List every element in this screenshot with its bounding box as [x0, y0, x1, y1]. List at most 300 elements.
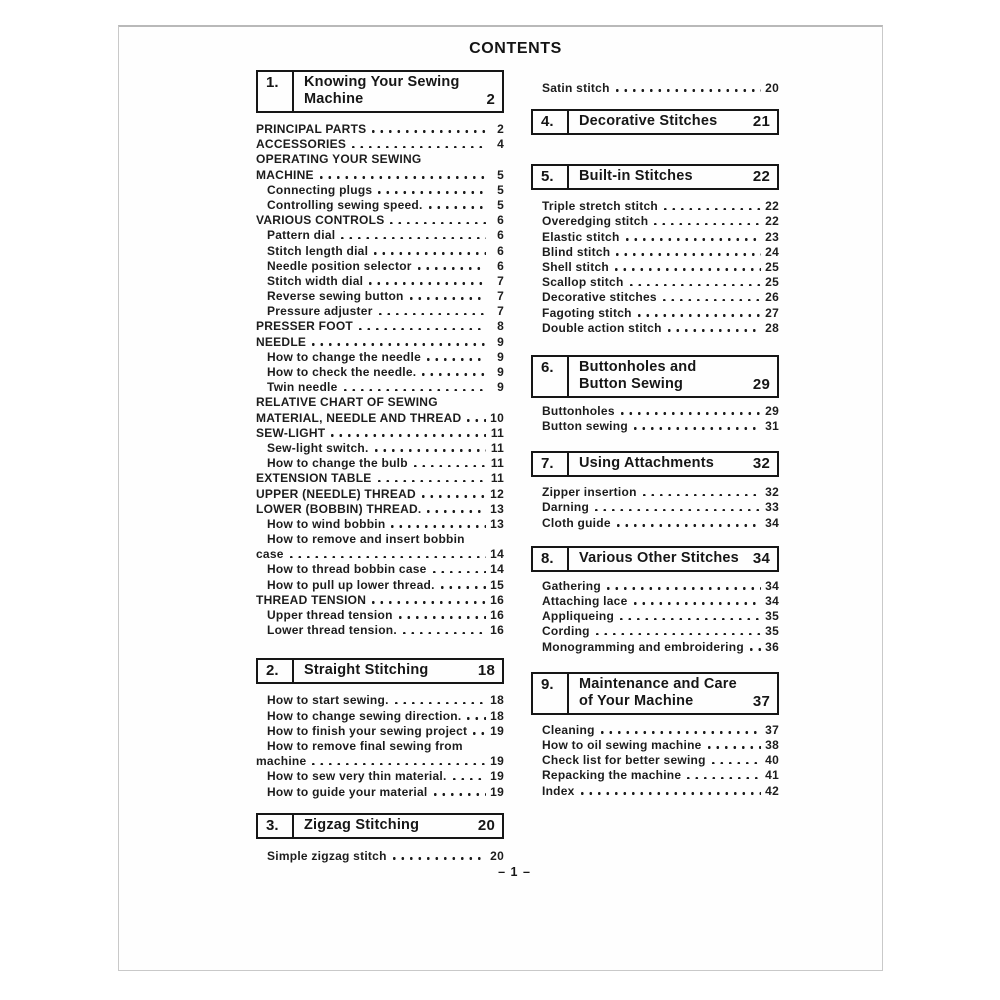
dot-leader — [414, 465, 486, 468]
dot-leader — [712, 762, 761, 765]
toc-entry-page: 7 — [497, 289, 504, 304]
dot-leader — [750, 648, 761, 651]
toc-entry — [531, 245, 779, 260]
toc-entry-label: Elastic stitch — [542, 229, 620, 244]
toc-entry — [256, 183, 504, 198]
toc-entry-page: 23 — [765, 229, 779, 244]
section-number: 8. — [533, 548, 569, 570]
toc-entry — [256, 319, 504, 334]
toc-entry-label: Darning — [542, 500, 590, 515]
dot-leader — [654, 223, 761, 226]
toc-entry — [531, 609, 779, 624]
toc-entry-page: 13 — [490, 501, 504, 516]
dot-leader — [626, 238, 761, 241]
section-title-line: Button Sewing — [579, 375, 684, 392]
toc-entry-page: 18 — [490, 693, 504, 708]
toc-entry-label: Satin stitch — [542, 81, 610, 95]
toc-entry — [256, 365, 504, 380]
section-box-body — [569, 166, 777, 188]
toc-entry — [531, 230, 779, 245]
toc-entry-label: THREAD TENSION — [256, 592, 367, 607]
toc-entry-label: Stitch length dial — [267, 243, 369, 258]
section-number: 6. — [533, 357, 569, 396]
toc-entry-label: How to remove final sewing from — [267, 738, 463, 753]
toc-entry — [531, 579, 779, 594]
page-number-footer: – 1 – — [498, 865, 531, 879]
toc-entry-label: Blind stitch — [542, 244, 611, 259]
dot-leader — [312, 763, 486, 766]
toc-entry-page: 25 — [765, 259, 779, 274]
toc-entry-label: NEEDLE — [256, 334, 307, 349]
dot-leader — [601, 731, 761, 734]
toc-entry-page: 5 — [497, 182, 504, 197]
toc-entry-page: 9 — [497, 380, 504, 395]
toc-entry-label: How to change the bulb — [267, 456, 408, 471]
toc-entry — [256, 608, 504, 623]
dot-leader — [391, 525, 486, 528]
toc-entry-list — [531, 199, 779, 336]
toc-entry-label: Scallop stitch — [542, 275, 624, 290]
toc-entry-page: 5 — [497, 167, 504, 182]
toc-entry-page: 14 — [490, 562, 504, 577]
section-box-body — [569, 357, 777, 396]
toc-entry — [531, 594, 779, 609]
section-page: 18 — [477, 662, 495, 680]
toc-entry-label: Controlling sewing speed. — [267, 197, 423, 212]
section-number: 9. — [533, 674, 569, 713]
toc-entry — [531, 290, 779, 305]
page-title: CONTENTS — [469, 40, 562, 57]
toc-entry-page: 34 — [765, 578, 779, 593]
toc-entry — [256, 769, 504, 784]
dot-leader — [615, 268, 761, 271]
toc-entry-label: Repacking the machine — [542, 768, 682, 783]
toc-entry-label: Upper thread tension — [267, 608, 393, 622]
toc-entry-page: 35 — [765, 609, 779, 624]
toc-entry-label: Appliqueing — [542, 609, 615, 624]
toc-entry-label: RELATIVE CHART OF SEWING — [256, 395, 438, 410]
toc-section-box — [256, 813, 504, 839]
toc-entry-label: How to pull up lower thread. — [267, 577, 435, 592]
toc-entry — [256, 411, 504, 426]
section-number: 5. — [533, 166, 569, 188]
toc-entry-label: Cording — [542, 624, 590, 639]
dot-leader — [379, 313, 486, 316]
dot-leader — [467, 717, 486, 720]
toc-entry-page: 8 — [497, 319, 504, 334]
toc-left-column — [256, 70, 504, 864]
toc-entry-label: How to change sewing direction. — [267, 708, 462, 723]
section-title — [579, 550, 739, 567]
toc-entry — [256, 198, 504, 213]
toc-entry-label: Connecting plugs — [267, 182, 373, 197]
toc-entry-label: OPERATING YOUR SEWING — [256, 152, 422, 167]
dot-leader — [372, 130, 486, 133]
toc-entry-label: case — [256, 547, 284, 562]
toc-entry-page: 41 — [765, 768, 779, 783]
scanned-manual-page — [118, 25, 883, 971]
section-title-line: Maintenance and Care — [579, 675, 737, 692]
toc-entry — [531, 419, 779, 434]
toc-entry-label: Button sewing — [542, 419, 628, 434]
section-box-body — [569, 111, 777, 133]
section-number: 7. — [533, 453, 569, 475]
toc-entry — [256, 274, 504, 289]
dot-leader — [378, 191, 486, 194]
section-title-line: Knowing Your Sewing — [304, 74, 460, 90]
toc-entry — [256, 335, 504, 350]
toc-entry-page: 28 — [765, 320, 779, 335]
toc-entry-label: Overedging stitch — [542, 214, 649, 229]
toc-entry — [256, 578, 504, 593]
toc-entry-page: 16 — [490, 623, 504, 638]
toc-entry-label: Sew-light switch. — [267, 440, 369, 455]
toc-entry-page: 9 — [497, 365, 504, 379]
section-page: 2 — [486, 91, 495, 108]
toc-section-box — [256, 70, 504, 113]
toc-entry-label: EXTENSION TABLE — [256, 471, 372, 486]
toc-entry — [256, 441, 504, 456]
toc-entry-page: 34 — [765, 515, 779, 530]
toc-section-box — [531, 451, 779, 477]
section-number: 4. — [533, 111, 569, 133]
toc-entry — [531, 500, 779, 515]
toc-entry-label: Twin needle — [267, 380, 338, 395]
section-title-line: Built-in Stitches — [579, 168, 693, 185]
dot-leader — [320, 176, 486, 179]
dot-leader — [427, 510, 486, 513]
toc-entry — [256, 562, 504, 577]
toc-entry-label: machine — [256, 754, 307, 769]
dot-leader — [473, 732, 486, 735]
toc-entry-page: 9 — [497, 334, 504, 349]
dot-leader — [403, 632, 486, 635]
toc-entry — [256, 739, 504, 754]
toc-entry-page: 18 — [490, 708, 504, 723]
toc-entry — [256, 502, 504, 517]
toc-entry-label: VARIOUS CONTROLS — [256, 213, 385, 228]
dot-leader — [620, 618, 761, 621]
dot-leader — [434, 793, 486, 796]
dot-leader — [372, 601, 486, 604]
toc-entry-label: Pressure adjuster — [267, 304, 373, 319]
dot-leader — [441, 586, 486, 589]
dot-leader — [630, 284, 761, 287]
toc-entry — [256, 532, 504, 547]
toc-entry-page: 32 — [765, 485, 779, 500]
dot-leader — [344, 389, 486, 392]
toc-entry-list — [531, 81, 779, 96]
toc-entry — [256, 487, 504, 502]
toc-section-box — [531, 109, 779, 135]
dot-leader — [341, 237, 486, 240]
toc-entry-page: 6 — [497, 228, 504, 243]
dot-leader — [399, 616, 486, 619]
toc-entry-label: How to finish your sewing project — [267, 723, 468, 738]
toc-entry — [256, 517, 504, 532]
toc-entry-page: 40 — [765, 753, 779, 768]
section-page: 34 — [752, 549, 770, 567]
toc-entry-label: How to oil sewing machine — [542, 737, 702, 752]
toc-entry — [256, 849, 504, 864]
section-page: 20 — [477, 816, 495, 834]
toc-entry-page: 20 — [490, 848, 504, 863]
toc-entry — [256, 228, 504, 243]
dot-leader — [331, 434, 486, 437]
toc-section-box — [256, 658, 504, 684]
dot-leader — [453, 778, 486, 781]
toc-entry — [256, 754, 504, 769]
section-page: 29 — [752, 375, 770, 393]
toc-entry-label: PRESSER FOOT — [256, 319, 354, 334]
dot-leader — [352, 146, 486, 149]
toc-entry — [531, 640, 779, 655]
toc-entry — [256, 395, 504, 410]
section-box-body — [294, 72, 502, 111]
toc-entry-page: 37 — [765, 722, 779, 737]
dot-leader — [418, 267, 486, 270]
toc-entry-page: 6 — [497, 213, 504, 228]
toc-entry-list — [531, 579, 779, 655]
toc-entry-label: Double action stitch — [542, 320, 662, 335]
toc-entry — [256, 122, 504, 137]
section-title — [579, 113, 717, 130]
toc-entry-label: Check list for better sewing — [542, 753, 706, 768]
toc-entry-page: 11 — [490, 425, 504, 440]
dot-leader — [664, 208, 761, 211]
toc-entry-page: 24 — [765, 244, 779, 259]
dot-leader — [708, 746, 761, 749]
section-number: 3. — [258, 815, 294, 837]
dot-leader — [393, 857, 486, 860]
toc-entry-label: Cloth guide — [542, 515, 611, 530]
toc-section-box — [531, 164, 779, 190]
toc-entry-page: 22 — [765, 199, 779, 214]
toc-entry-page: 10 — [490, 410, 504, 425]
toc-entry — [531, 214, 779, 229]
toc-entry-page: 33 — [765, 500, 779, 515]
toc-entry-page: 16 — [490, 608, 504, 622]
section-page: 21 — [752, 113, 770, 131]
section-page: 22 — [752, 168, 770, 186]
dot-leader — [616, 89, 761, 92]
toc-entry-page: 27 — [765, 305, 779, 320]
dot-leader — [668, 329, 761, 332]
section-box-body — [569, 674, 777, 713]
toc-entry — [256, 456, 504, 471]
toc-entry-list — [256, 693, 504, 799]
toc-entry-page: 20 — [765, 81, 779, 95]
toc-entry-label: Reverse sewing button — [267, 289, 404, 304]
dot-leader — [634, 602, 761, 605]
toc-entry-label: Decorative stitches — [542, 290, 657, 305]
section-title — [579, 676, 737, 710]
toc-entry-label: Fagoting stitch — [542, 305, 632, 320]
toc-entry-page: 34 — [765, 594, 779, 608]
toc-entry — [531, 624, 779, 639]
toc-entry-page: 13 — [490, 516, 504, 531]
section-title-line: Zigzag Stitching — [304, 816, 420, 833]
section-title-line: Machine — [304, 91, 364, 107]
toc-entry — [256, 693, 504, 708]
toc-entry-label: ACCESSORIES — [256, 137, 347, 152]
toc-entry-page: 31 — [765, 419, 779, 434]
toc-entry-page: 7 — [497, 304, 504, 319]
dot-leader — [429, 206, 486, 209]
section-title-line: Straight Stitching — [304, 662, 429, 679]
toc-entry-label: How to start sewing. — [267, 693, 389, 708]
toc-section-box — [531, 355, 779, 398]
toc-entry-list — [256, 122, 504, 638]
section-title — [579, 359, 696, 393]
dot-leader — [369, 282, 486, 285]
dot-leader — [596, 633, 761, 636]
toc-entry-page: 9 — [497, 349, 504, 364]
toc-entry — [531, 738, 779, 753]
toc-entry-label: UPPER (NEEDLE) THREAD — [256, 486, 416, 501]
toc-entry — [531, 275, 779, 290]
toc-entry-label: How to thread bobbin case — [267, 562, 427, 577]
toc-entry-page: 2 — [497, 122, 504, 136]
toc-entry-label: Cleaning — [542, 722, 595, 737]
section-page: 37 — [752, 692, 770, 710]
dot-leader — [290, 556, 486, 559]
toc-entry-label: Attaching lace — [542, 594, 628, 608]
section-title-line: Using Attachments — [579, 455, 714, 472]
dot-leader — [374, 252, 486, 255]
toc-entry-label: How to sew very thin material. — [267, 769, 447, 784]
toc-entry — [256, 289, 504, 304]
toc-entry-label: MATERIAL, NEEDLE AND THREAD — [256, 410, 462, 425]
toc-entry-page: 19 — [490, 754, 504, 769]
dot-leader — [359, 328, 486, 331]
dot-leader — [638, 314, 761, 317]
toc-entry-label: Stitch width dial — [267, 273, 364, 288]
toc-entry-label: Index — [542, 783, 575, 798]
dot-leader — [634, 427, 761, 430]
toc-entry — [531, 260, 779, 275]
section-title — [579, 455, 714, 472]
toc-entry — [256, 168, 504, 183]
toc-entry-label: Needle position selector — [267, 258, 412, 273]
dot-leader — [312, 343, 486, 346]
dot-leader — [375, 449, 486, 452]
dot-leader — [621, 412, 761, 415]
toc-entry-page: 5 — [497, 197, 504, 212]
section-number: 1. — [258, 72, 294, 111]
toc-entry — [256, 426, 504, 441]
toc-entry — [256, 471, 504, 486]
section-title-line: Various Other Stitches — [579, 549, 739, 566]
toc-entry — [256, 259, 504, 274]
toc-entry-label: How to wind bobbin — [267, 516, 386, 531]
toc-right-column — [531, 81, 779, 799]
toc-entry-label: LOWER (BOBBIN) THREAD. — [256, 501, 422, 516]
toc-entry-page: 19 — [490, 784, 504, 799]
dot-leader — [410, 297, 486, 300]
toc-entry-page: 42 — [765, 783, 779, 798]
section-number: 2. — [258, 660, 294, 682]
toc-entry — [531, 516, 779, 531]
dot-leader — [422, 373, 486, 376]
toc-entry — [256, 350, 504, 365]
toc-entry — [256, 709, 504, 724]
section-title — [304, 662, 428, 679]
toc-entry-page: 38 — [765, 737, 779, 752]
section-title — [304, 817, 419, 834]
toc-entry-page: 11 — [490, 471, 504, 486]
toc-entry-page: 26 — [765, 290, 779, 305]
toc-entry-page: 11 — [490, 440, 504, 455]
section-box-body — [294, 815, 502, 837]
dot-leader — [378, 480, 486, 483]
dot-leader — [467, 419, 486, 422]
dot-leader — [433, 571, 486, 574]
toc-entry — [256, 593, 504, 608]
toc-section-box — [531, 546, 779, 572]
dot-leader — [607, 587, 761, 590]
toc-entry-page: 12 — [490, 486, 504, 501]
toc-entry-page: 25 — [765, 275, 779, 290]
section-box-body — [569, 548, 777, 570]
toc-entry-page: 14 — [490, 547, 504, 562]
toc-entry-label: How to check the needle. — [267, 365, 417, 379]
toc-entry — [256, 152, 504, 167]
toc-entry-page: 16 — [490, 592, 504, 607]
toc-entry — [256, 623, 504, 638]
toc-entry-list — [531, 723, 779, 799]
toc-entry-page: 6 — [497, 243, 504, 258]
section-title-line: Decorative Stitches — [579, 113, 718, 130]
toc-entry — [531, 485, 779, 500]
toc-entry — [256, 380, 504, 395]
toc-entry-page: 11 — [490, 456, 504, 471]
section-title — [579, 168, 693, 185]
dot-leader — [617, 524, 761, 527]
toc-entry-page: 4 — [497, 137, 504, 152]
toc-entry — [531, 723, 779, 738]
toc-entry — [531, 753, 779, 768]
toc-entry-label: SEW-LIGHT — [256, 425, 326, 440]
toc-entry-label: Simple zigzag stitch — [267, 848, 387, 863]
toc-entry — [531, 404, 779, 419]
toc-entry-label: Monogramming and embroidering — [542, 639, 744, 654]
dot-leader — [427, 358, 486, 361]
dot-leader — [616, 253, 761, 256]
toc-section-box — [531, 672, 779, 715]
toc-entry — [256, 547, 504, 562]
toc-entry-label: Triple stretch stitch — [542, 199, 658, 214]
toc-entry-list — [531, 404, 779, 434]
toc-entry-label: Pattern dial — [267, 228, 336, 243]
section-title-line: of Your Machine — [579, 692, 694, 709]
section-box-body — [569, 453, 777, 475]
toc-entry-page: 29 — [765, 403, 779, 418]
toc-entry-page: 15 — [490, 577, 504, 592]
toc-entry-page: 6 — [497, 258, 504, 273]
dot-leader — [663, 299, 761, 302]
section-title-line: Buttonholes and — [579, 358, 697, 375]
toc-entry-page: 19 — [490, 769, 504, 784]
toc-entry-label: How to change the needle — [267, 349, 422, 364]
toc-entry-label: How to remove and insert bobbin — [267, 532, 465, 547]
toc-entry — [256, 137, 504, 152]
toc-entry-label: Zipper insertion — [542, 485, 637, 500]
toc-entry-page: 36 — [765, 639, 779, 654]
toc-entry-page: 19 — [490, 723, 504, 738]
toc-entry-label: MACHINE — [256, 167, 314, 182]
toc-entry — [531, 199, 779, 214]
